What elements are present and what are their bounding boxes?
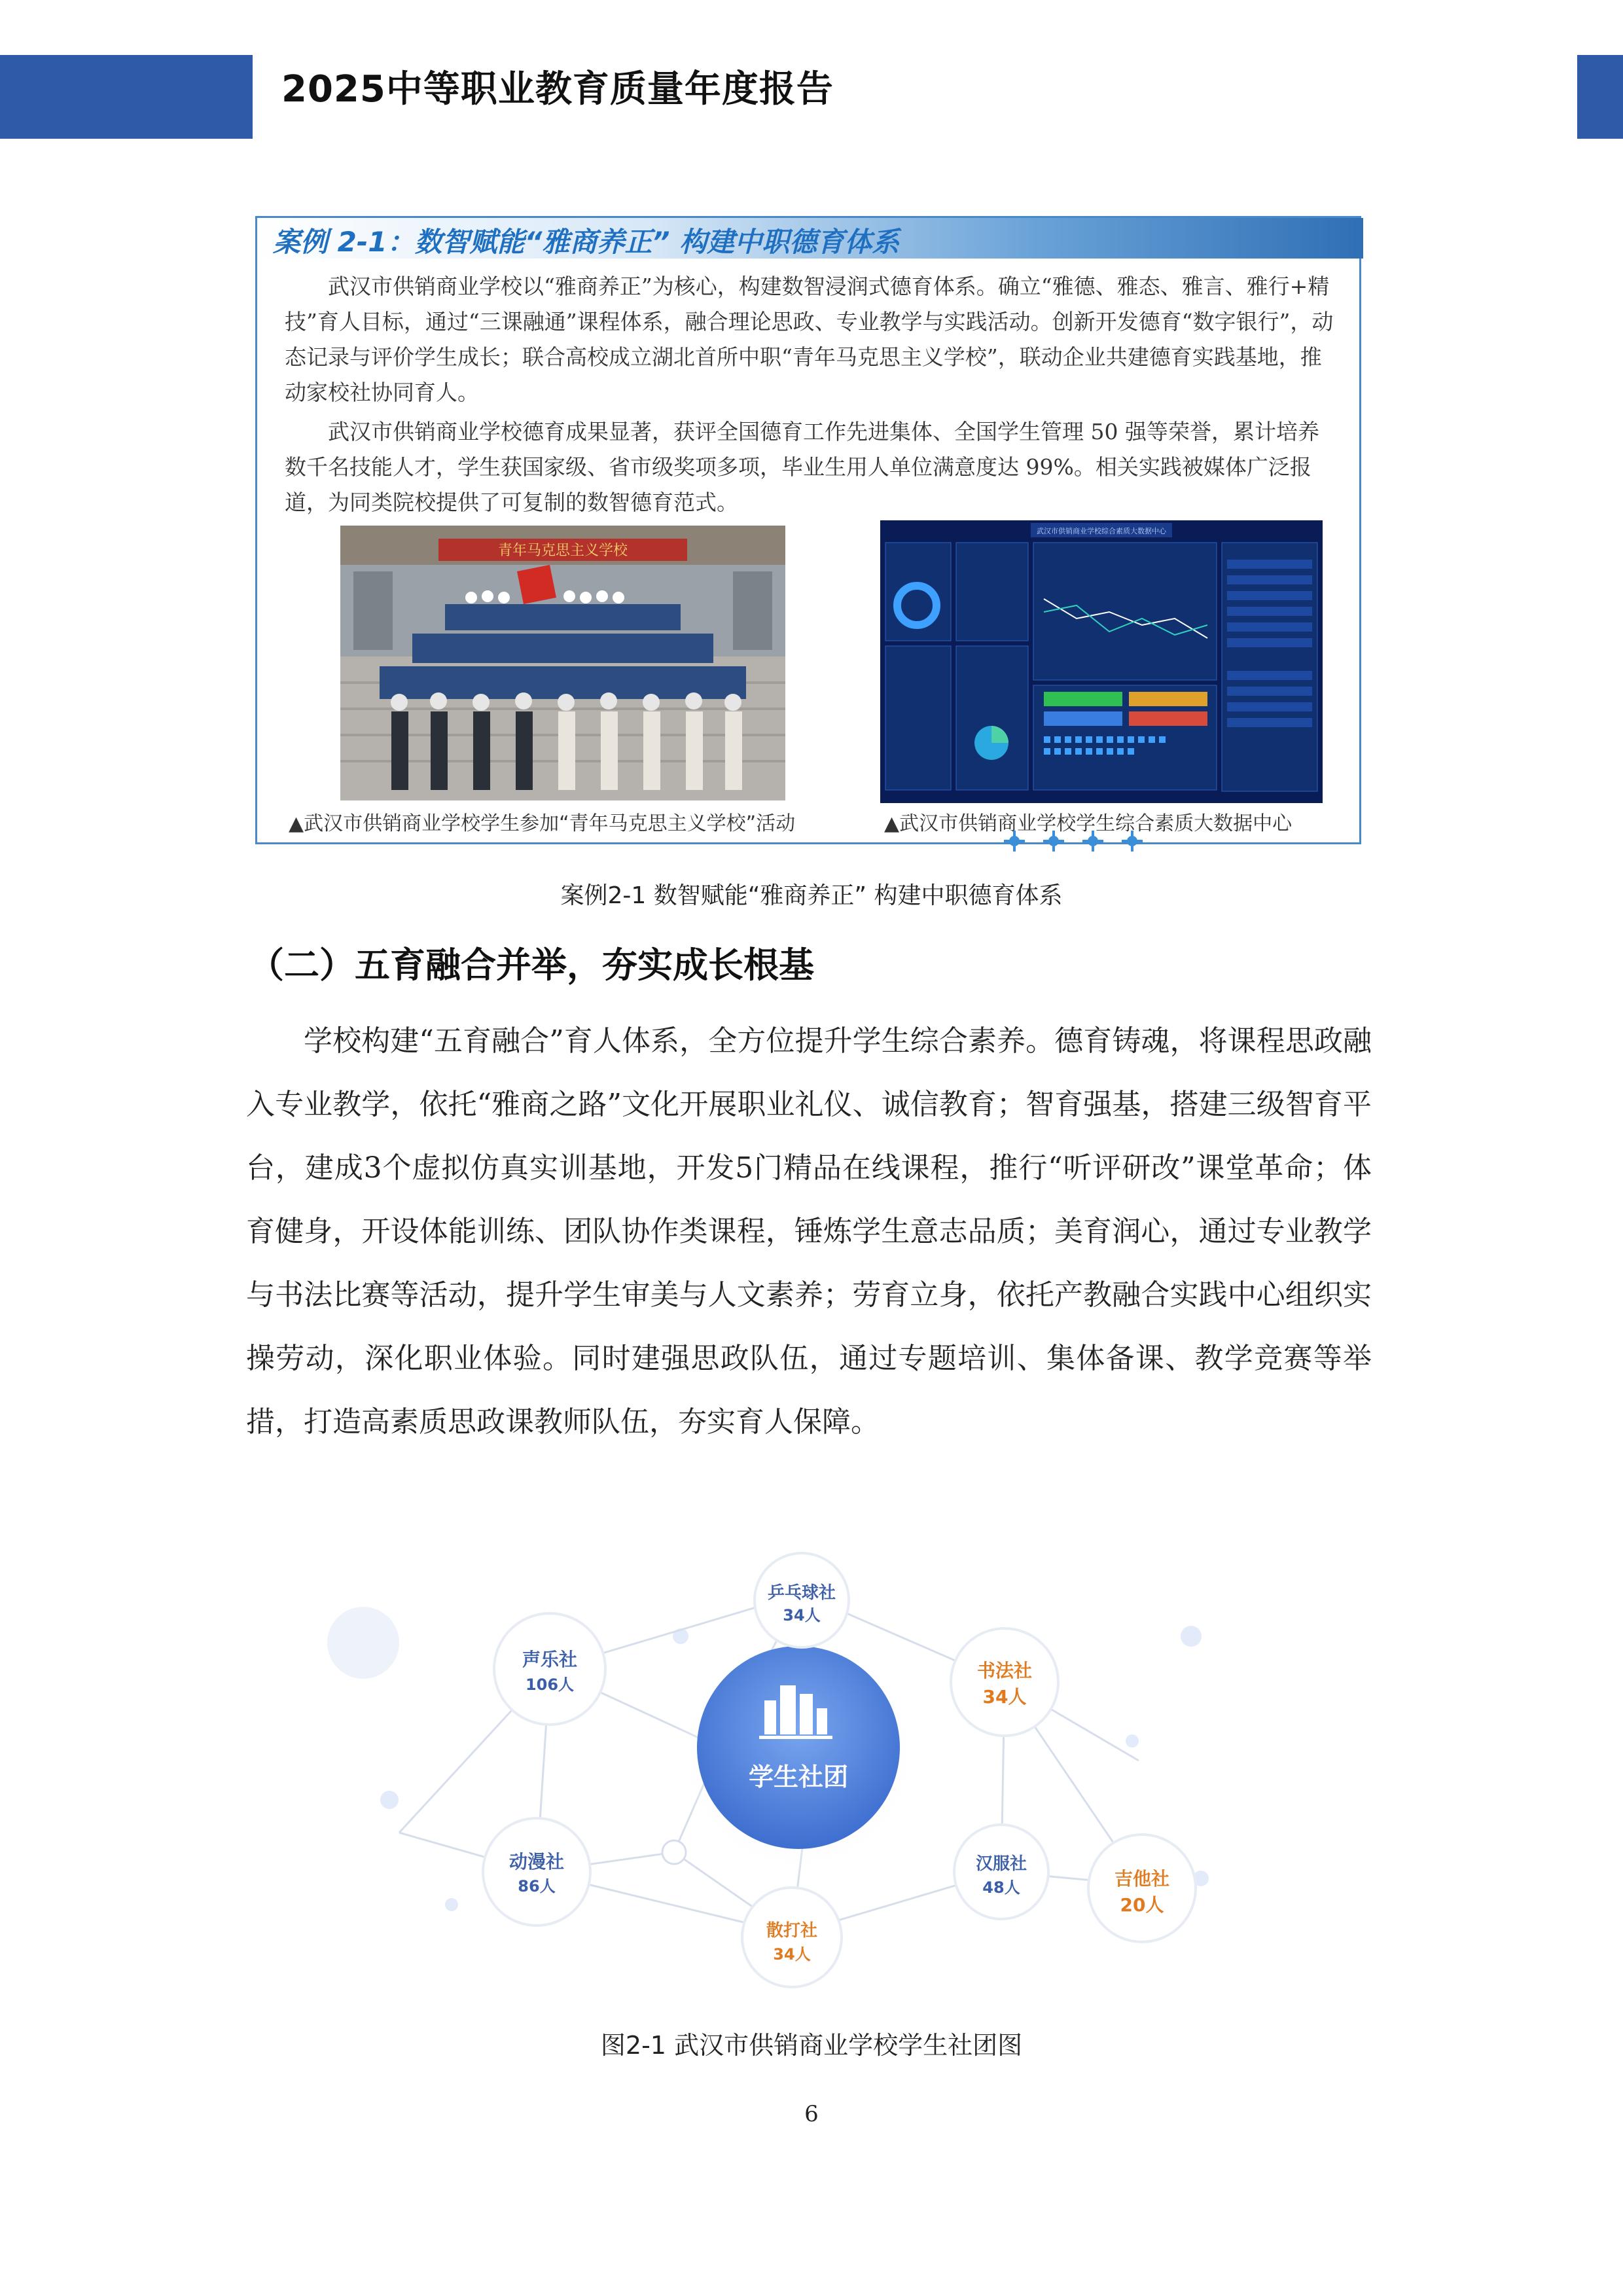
club-node-calligraphy — [951, 1628, 1058, 1736]
center-node — [697, 1646, 900, 1849]
club-node-anime — [483, 1818, 590, 1926]
club-count: 34人 — [783, 1606, 821, 1624]
club-count: 20人 — [1120, 1894, 1164, 1916]
header-accent-right — [1577, 55, 1623, 139]
header-accent-left — [0, 55, 253, 139]
club-count: 48人 — [982, 1878, 1020, 1897]
group-photo — [340, 526, 785, 800]
club-network-diagram — [288, 1551, 1270, 2009]
club-count: 106人 — [525, 1676, 575, 1694]
club-count: 34人 — [982, 1686, 1027, 1708]
case-paragraph-1: 武汉市供销商业学校以“雅商养正”为核心，构建数智浸润式德育体系。确立“雅德、雅态、雅言、雅行+精技”育人目标，通过“三课融通”课程体系，融合理论思政、专业教学与实践活动。创新开发德育“数字银行”，动态记录与评价学生成长；联合高校成立湖北首所中职“青年马克思主义学校”，联动企业共建德育实践基地，推动家校社协同育人。 — [285, 274, 1334, 405]
club-node-hanfu — [954, 1825, 1048, 1919]
case-paragraph-2: 武汉市供销商业学校德育成果显著，获评全国德育工作先进集体、全国学生管理 50 强等荣誉，累计培养数千名技能人才，学生获国家级、省市级奖项多项，毕业生用人单位满意度达 99%。相关实践被媒体广泛报道，为同类院校提供了可复制的数智德育范式。 — [285, 419, 1319, 515]
club-node-sanda — [742, 1888, 842, 1987]
club-count: 34人 — [773, 1945, 811, 1964]
club-name: 声乐社 — [522, 1649, 578, 1670]
club-name: 书法社 — [976, 1660, 1033, 1681]
case-box — [255, 216, 1361, 844]
club-node-vocal — [494, 1613, 605, 1725]
data-dashboard-image — [880, 520, 1323, 803]
case-caption: 案例2-1 数智赋能“雅商养正” 构建中职德育体系 — [560, 882, 1063, 909]
center-label: 学生社团 — [748, 1763, 849, 1791]
case-title-band — [257, 218, 1363, 259]
report-title: 2025中等职业教育质量年度报告 — [281, 68, 834, 111]
club-name: 动漫社 — [508, 1851, 565, 1873]
dashboard-caption: ▲武汉市供销商业学校学生综合素质大数据中心 — [884, 812, 1293, 835]
club-name: 汉服社 — [975, 1854, 1027, 1874]
body-paragraph: 学校构建“五育融合”育人体系，全方位提升学生综合素养。德育铸魂，将课程思政融入专业教学，依托“雅商之路”文化开展职业礼仪、诚信教育；智育强基，搭建三级智育平台，建成3个虚拟仿真实训基地，开发5门精品在线课程，推行“听评研改”课堂革命；体育健身，开设体能训练、团队协作类课程，锤炼学生意志品质；美育润心，通过专业教学与书法比赛等活动，提升学生审美与人文素养；劳育立身，依托产教融合实践中心组织实操劳动，深化职业体验。同时建强思政队伍，通过专题培训、集体备课、教学竞赛等举措，打造高素质思政课教师队伍，夯实育人保障。 — [246, 1024, 1372, 1439]
flower-ornament-icon — [1000, 828, 1157, 854]
club-node-guitar — [1088, 1835, 1196, 1942]
dashboard-title: 武汉市供销商业学校综合素质大数据中心 — [1037, 527, 1166, 535]
club-name: 乒乓球社 — [767, 1583, 836, 1603]
photo-caption: ▲武汉市供销商业学校学生参加“青年马克思主义学校”活动 — [289, 812, 796, 835]
club-node-pingpong — [755, 1553, 849, 1647]
page-number: 6 — [804, 2101, 819, 2127]
club-name: 吉他社 — [1114, 1868, 1170, 1890]
banner-text: 青年马克思主义学校 — [497, 543, 628, 559]
club-count: 86人 — [518, 1877, 556, 1895]
club-name: 散打社 — [766, 1921, 818, 1941]
case-title: 案例 2-1：数智赋能“雅商养正” 构建中职德育体系 — [273, 226, 900, 258]
section-heading: （二）五育融合并举，夯实成长根基 — [249, 944, 814, 986]
figure-caption: 图2-1 武汉市供销商业学校学生社团图 — [600, 2031, 1023, 2060]
